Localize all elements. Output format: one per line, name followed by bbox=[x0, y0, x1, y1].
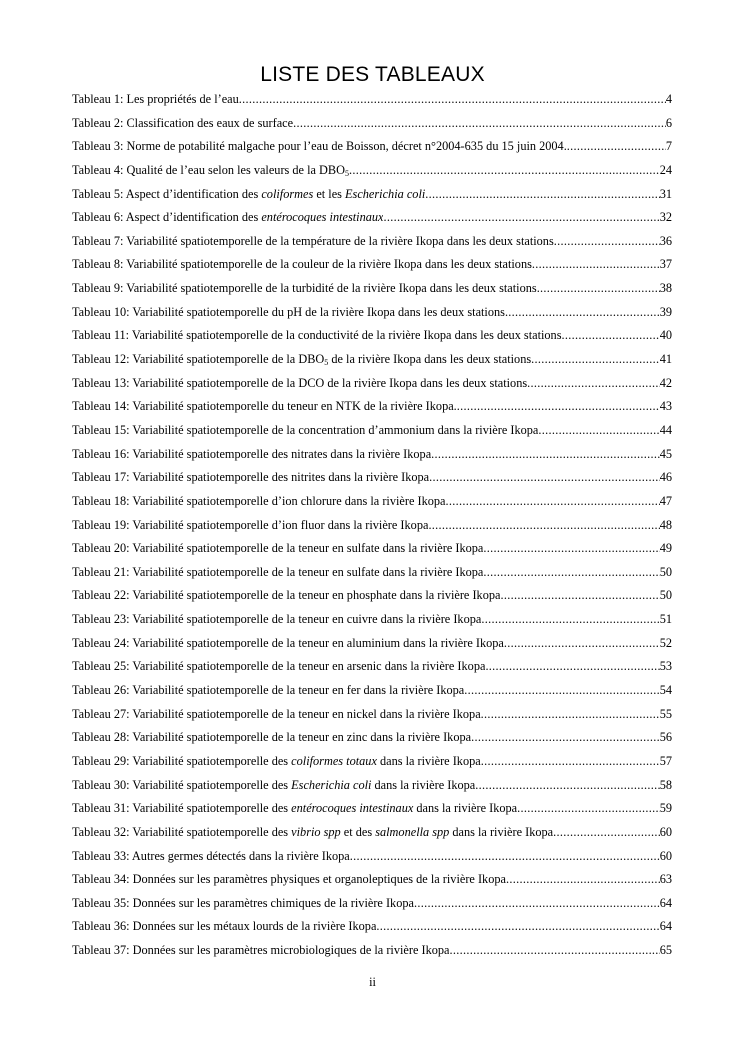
toc-entry-page-number: 59 bbox=[659, 801, 672, 816]
toc-entry[interactable] bbox=[72, 135, 672, 159]
dot-leader bbox=[531, 348, 660, 372]
toc-entry[interactable] bbox=[72, 372, 672, 396]
dot-leader bbox=[414, 892, 660, 916]
toc-entry-text: Tableau 24: Variabilité spatiotemporelle de la teneur en aluminium dans la rivière Ikopa bbox=[72, 635, 504, 650]
toc-entry[interactable] bbox=[72, 324, 672, 348]
toc-entry-label bbox=[72, 561, 483, 585]
toc-entry-label bbox=[72, 939, 449, 963]
dot-leader bbox=[376, 915, 659, 939]
toc-entry[interactable] bbox=[72, 395, 672, 419]
toc-entry-page-number: 50 bbox=[659, 588, 672, 603]
dot-leader bbox=[567, 135, 666, 159]
toc-entry-text: Tableau 33: Autres germes détectés dans la rivière Ikopa bbox=[72, 848, 350, 863]
dot-leader bbox=[349, 159, 660, 183]
toc-entry-page-number: 53 bbox=[659, 659, 672, 674]
toc-entry-italic-text: Escherichia coli bbox=[291, 777, 372, 792]
toc-entry-italic-text: entérocoques intestinaux bbox=[291, 801, 414, 816]
toc-entry-text: Tableau 19: Variabilité spatiotemporelle d’ion fluor dans la rivière Ikopa bbox=[72, 517, 429, 532]
toc-entry-page-number: 56 bbox=[659, 730, 672, 745]
toc-entry-label bbox=[72, 277, 537, 301]
dot-leader bbox=[446, 490, 660, 514]
toc-entry-label bbox=[72, 892, 414, 916]
toc-entry-label bbox=[72, 655, 485, 679]
toc-entry-label bbox=[72, 750, 481, 774]
toc-entry-label bbox=[72, 112, 293, 136]
toc-entry-text: dans la rivière Ikopa bbox=[449, 824, 554, 839]
dot-leader bbox=[481, 750, 660, 774]
toc-entry-text: Tableau 15: Variabilité spatiotemporelle de la concentration d’ammonium dans la rivière Ikopa bbox=[72, 422, 539, 437]
toc-entry-page-number: 24 bbox=[659, 162, 672, 177]
dot-leader bbox=[527, 372, 660, 396]
toc-entry-page-number: 55 bbox=[659, 706, 672, 721]
toc-entry[interactable] bbox=[72, 892, 672, 916]
toc-entry-label bbox=[72, 348, 531, 372]
toc-entry[interactable] bbox=[72, 419, 672, 443]
toc-entry[interactable] bbox=[72, 112, 672, 136]
dot-leader bbox=[449, 939, 659, 963]
page-number: ii bbox=[369, 975, 376, 989]
toc-entry-label bbox=[72, 514, 428, 538]
toc-entry-page-number: 44 bbox=[659, 422, 672, 437]
toc-entry-label bbox=[72, 703, 481, 727]
toc-entry[interactable] bbox=[72, 561, 672, 585]
toc-entry-label bbox=[72, 584, 500, 608]
dot-leader bbox=[457, 395, 660, 419]
toc-entry-label bbox=[72, 88, 239, 112]
toc-entry-page-number: 39 bbox=[659, 304, 672, 319]
toc-entry-label bbox=[72, 679, 464, 703]
toc-entry-label bbox=[72, 301, 505, 325]
toc-entry-page-number: 43 bbox=[659, 399, 672, 414]
toc-entry-page-number: 64 bbox=[659, 895, 672, 910]
table-of-contents bbox=[72, 88, 672, 963]
toc-entry-page-number: 48 bbox=[659, 517, 672, 532]
toc-entry-italic-text: coliformes bbox=[261, 186, 314, 201]
toc-entry-text: de la rivière Ikopa dans les deux stations bbox=[328, 352, 532, 367]
toc-entry-page-number: 50 bbox=[659, 564, 672, 579]
toc-entry-label bbox=[72, 206, 383, 230]
toc-entry-text: Tableau 5: Aspect d’identification des bbox=[72, 186, 262, 201]
dot-leader bbox=[429, 466, 660, 490]
toc-entry-label bbox=[72, 159, 349, 183]
toc-entry-page-number: 38 bbox=[659, 281, 672, 296]
toc-entry-text: Tableau 31: Variabilité spatiotemporelle des bbox=[72, 801, 292, 816]
toc-entry-page-number: 64 bbox=[659, 919, 672, 934]
toc-entry-page-number: 54 bbox=[659, 683, 672, 698]
dot-leader bbox=[553, 821, 660, 845]
dot-leader bbox=[505, 301, 660, 325]
toc-entry-text: Tableau 2: Classification des eaux de surface bbox=[72, 115, 294, 130]
toc-entry-text: Tableau 16: Variabilité spatiotemporelle des nitrates dans la rivière Ikopa bbox=[72, 446, 432, 461]
page-title: LISTE DES TABLEAUX bbox=[260, 63, 485, 86]
toc-entry[interactable] bbox=[72, 230, 672, 254]
toc-entry-page-number: 47 bbox=[659, 493, 672, 508]
toc-entry[interactable] bbox=[72, 821, 672, 845]
dot-leader bbox=[481, 703, 660, 727]
toc-entry-text: Tableau 23: Variabilité spatiotemporelle de la teneur en cuivre dans la rivière Ikopa bbox=[72, 612, 482, 627]
dot-leader bbox=[537, 277, 660, 301]
toc-entry-text: dans la rivière Ikopa bbox=[371, 777, 476, 792]
toc-entry-label bbox=[72, 135, 567, 159]
toc-entry-text: Tableau 18: Variabilité spatiotemporelle d’ion chlorure dans la rivière Ikopa bbox=[72, 493, 446, 508]
toc-entry-text: Tableau 26: Variabilité spatiotemporelle de la teneur en fer dans la rivière Ikopa bbox=[72, 683, 465, 698]
toc-entry-page-number: 7 bbox=[665, 139, 672, 154]
toc-entry[interactable] bbox=[72, 726, 672, 750]
toc-entry-page-number: 46 bbox=[659, 470, 672, 485]
toc-entry-text: Tableau 17: Variabilité spatiotemporelle des nitrites dans la rivière Ikopa bbox=[72, 470, 430, 485]
toc-entry[interactable] bbox=[72, 774, 672, 798]
toc-entry[interactable] bbox=[72, 348, 672, 372]
toc-entry-label bbox=[72, 774, 475, 798]
dot-leader bbox=[504, 632, 660, 656]
toc-entry[interactable] bbox=[72, 845, 672, 869]
toc-entry-text: Tableau 25: Variabilité spatiotemporelle de la teneur en arsenic dans la rivière Ikopa bbox=[72, 659, 486, 674]
toc-entry-page-number: 41 bbox=[659, 352, 672, 367]
toc-entry-label bbox=[72, 726, 471, 750]
toc-entry-text: Tableau 1: Les propriétés de l’eau bbox=[72, 92, 239, 106]
toc-entry[interactable] bbox=[72, 584, 672, 608]
dot-leader bbox=[471, 726, 660, 750]
toc-entry-italic-text: Escherichia coli bbox=[345, 186, 426, 201]
toc-entry-page-number: 42 bbox=[659, 375, 672, 390]
toc-entry[interactable] bbox=[72, 206, 672, 230]
toc-entry-page-number: 65 bbox=[659, 943, 672, 958]
toc-entry-text: Tableau 4: Qualité de l’eau selon les valeurs de la DBO bbox=[72, 162, 345, 177]
toc-entry-italic-text: salmonella spp bbox=[375, 824, 450, 839]
toc-entry[interactable] bbox=[72, 490, 672, 514]
toc-entry-text: Tableau 13: Variabilité spatiotemporelle de la DCO de la rivière Ikopa dans les deux stations bbox=[72, 375, 528, 390]
toc-entry-text: Tableau 34: Données sur les paramètres physiques et organoleptiques de la rivière Ikopa bbox=[72, 872, 506, 887]
toc-entry-page-number: 32 bbox=[659, 210, 672, 225]
toc-entry[interactable] bbox=[72, 939, 672, 963]
dot-leader bbox=[532, 253, 660, 277]
toc-entry-text: Tableau 27: Variabilité spatiotemporelle de la teneur en nickel dans la rivière Ikopa bbox=[72, 706, 481, 721]
toc-entry[interactable] bbox=[72, 466, 672, 490]
dot-leader bbox=[383, 206, 659, 230]
toc-entry-page-number: 49 bbox=[659, 541, 672, 556]
dot-leader bbox=[350, 845, 660, 869]
toc-entry[interactable] bbox=[72, 183, 672, 207]
toc-entry[interactable] bbox=[72, 277, 672, 301]
toc-entry-page-number: 45 bbox=[659, 446, 672, 461]
dot-leader bbox=[562, 324, 660, 348]
toc-entry-label bbox=[72, 915, 376, 939]
dot-leader bbox=[485, 655, 659, 679]
dot-leader bbox=[483, 561, 659, 585]
toc-entry-text: et les bbox=[313, 186, 346, 201]
toc-entry-text: Tableau 20: Variabilité spatiotemporelle de la teneur en sulfate dans la rivière Ikopa bbox=[72, 541, 484, 556]
toc-entry-label bbox=[72, 253, 532, 277]
toc-entry[interactable] bbox=[72, 443, 672, 467]
toc-entry-label bbox=[72, 845, 350, 869]
toc-entry-text: dans la rivière Ikopa bbox=[413, 801, 518, 816]
dot-leader bbox=[239, 88, 666, 112]
toc-entry-text: Tableau 9: Variabilité spatiotemporelle de la turbidité de la rivière Ikopa dans les deux stations bbox=[72, 281, 537, 296]
dot-leader bbox=[481, 608, 659, 632]
dot-leader bbox=[500, 584, 659, 608]
dot-leader bbox=[431, 443, 660, 467]
dot-leader bbox=[517, 797, 660, 821]
toc-entry-label bbox=[72, 868, 506, 892]
toc-entry-text: Tableau 29: Variabilité spatiotemporelle des bbox=[72, 753, 292, 768]
toc-entry[interactable] bbox=[72, 608, 672, 632]
toc-entry[interactable] bbox=[72, 632, 672, 656]
toc-entry-page-number: 37 bbox=[659, 257, 672, 272]
toc-entry-label bbox=[72, 324, 562, 348]
toc-entry[interactable] bbox=[72, 703, 672, 727]
toc-entry-text: Tableau 11: Variabilité spatiotemporelle de la conductivité de la rivière Ikopa dans les deux stations bbox=[72, 328, 562, 343]
toc-entry-subscript: 5 bbox=[324, 358, 329, 368]
toc-entry-label bbox=[72, 419, 538, 443]
toc-entry-text: Tableau 35: Données sur les paramètres chimiques de la rivière Ikopa bbox=[72, 895, 414, 910]
toc-entry[interactable] bbox=[72, 655, 672, 679]
toc-entry[interactable] bbox=[72, 253, 672, 277]
toc-entry[interactable] bbox=[72, 679, 672, 703]
toc-entry-label bbox=[72, 230, 554, 254]
toc-entry-page-number: 51 bbox=[659, 612, 672, 627]
toc-entry[interactable] bbox=[72, 159, 672, 183]
dot-leader bbox=[538, 419, 659, 443]
toc-entry-text: et des bbox=[340, 824, 376, 839]
toc-entry-page-number: 60 bbox=[659, 848, 672, 863]
toc-entry-page-number: 57 bbox=[659, 753, 672, 768]
toc-entry-page-number: 36 bbox=[659, 233, 672, 248]
toc-entry-text: Tableau 36: Données sur les métaux lourds de la rivière Ikopa bbox=[72, 919, 377, 934]
toc-entry-text: Tableau 21: Variabilité spatiotemporelle de la teneur en sulfate dans la rivière Ikopa bbox=[72, 564, 484, 579]
toc-entry-text: Tableau 32: Variabilité spatiotemporelle des bbox=[72, 824, 292, 839]
toc-entry[interactable] bbox=[72, 797, 672, 821]
toc-entry[interactable] bbox=[72, 88, 672, 112]
toc-entry-label bbox=[72, 443, 431, 467]
toc-entry-text: Tableau 14: Variabilité spatiotemporelle du teneur en NTK de la rivière Ikopa. bbox=[72, 399, 457, 414]
dot-leader bbox=[428, 514, 659, 538]
dot-leader bbox=[425, 183, 659, 207]
toc-entry-label bbox=[72, 797, 517, 821]
toc-entry-page-number: 40 bbox=[659, 328, 672, 343]
toc-entry-text: Tableau 6: Aspect d’identification des bbox=[72, 210, 262, 225]
dot-leader bbox=[475, 774, 659, 798]
toc-entry-page-number: 6 bbox=[665, 115, 672, 130]
toc-entry-label bbox=[72, 608, 481, 632]
toc-entry[interactable] bbox=[72, 514, 672, 538]
dot-leader bbox=[464, 679, 659, 703]
toc-entry-text: Tableau 12: Variabilité spatiotemporelle de la DBO bbox=[72, 352, 325, 367]
toc-entry-text: Tableau 37: Données sur les paramètres microbiologiques de la rivière Ikopa bbox=[72, 943, 450, 958]
toc-entry[interactable] bbox=[72, 301, 672, 325]
toc-entry-page-number: 52 bbox=[659, 635, 672, 650]
dot-leader bbox=[483, 537, 659, 561]
toc-entry-page-number: 63 bbox=[659, 872, 672, 887]
dot-leader bbox=[506, 868, 660, 892]
dot-leader bbox=[554, 230, 660, 254]
toc-entry-subscript: 5 bbox=[345, 168, 349, 178]
toc-entry[interactable] bbox=[72, 750, 672, 774]
toc-entry-text: Tableau 28: Variabilité spatiotemporelle de la teneur en zinc dans la rivière Ikopa bbox=[72, 730, 472, 745]
dot-leader bbox=[293, 112, 666, 136]
toc-entry-label bbox=[72, 395, 457, 419]
toc-entry-page-number: 4 bbox=[665, 92, 672, 106]
toc-entry-page-number: 31 bbox=[659, 186, 672, 201]
toc-entry-label bbox=[72, 537, 483, 561]
toc-entry-label bbox=[72, 372, 527, 396]
toc-entry-italic-text: coliformes totaux bbox=[291, 753, 377, 768]
toc-entry-page-number: 60 bbox=[659, 824, 672, 839]
toc-entry-text: dans la rivière Ikopa bbox=[376, 753, 481, 768]
toc-entry-text: Tableau 3: Norme de potabilité malgache pour l’eau de Boisson, décret n°2004-635 du 15 juin 2004. bbox=[72, 139, 567, 154]
toc-entry-text: Tableau 30: Variabilité spatiotemporelle des bbox=[72, 777, 292, 792]
toc-entry-text: Tableau 10: Variabilité spatiotemporelle du pH de la rivière Ikopa dans les deux stations bbox=[72, 304, 505, 319]
toc-entry-text: Tableau 7: Variabilité spatiotemporelle de la température de la rivière Ikopa dans les deux stations bbox=[72, 233, 554, 248]
toc-entry-label bbox=[72, 183, 425, 207]
toc-entry-page-number: 58 bbox=[659, 777, 672, 792]
toc-entry-label bbox=[72, 466, 429, 490]
toc-entry[interactable] bbox=[72, 537, 672, 561]
toc-entry[interactable] bbox=[72, 868, 672, 892]
toc-entry-label bbox=[72, 490, 446, 514]
toc-entry-label bbox=[72, 821, 553, 845]
toc-entry-label bbox=[72, 632, 504, 656]
toc-entry[interactable] bbox=[72, 915, 672, 939]
toc-entry-text: Tableau 22: Variabilité spatiotemporelle de la teneur en phosphate dans la rivière Ikopa bbox=[72, 588, 501, 603]
toc-entry-italic-text: entérocoques intestinaux bbox=[261, 210, 384, 225]
toc-entry-italic-text: vibrio spp bbox=[291, 824, 341, 839]
toc-entry-text: Tableau 8: Variabilité spatiotemporelle de la couleur de la rivière Ikopa dans les deux stations bbox=[72, 257, 532, 272]
